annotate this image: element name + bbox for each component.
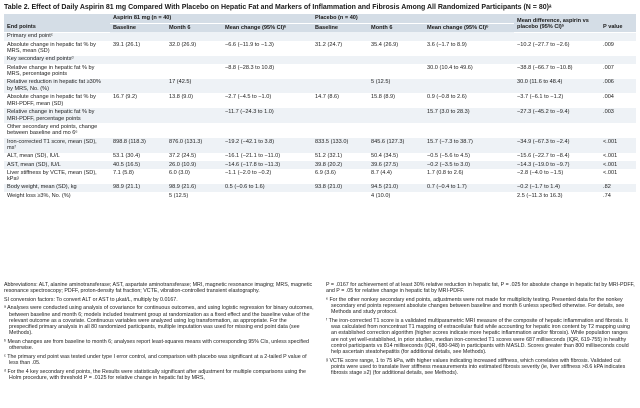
table-cell: 0.9 (−0.8 to 2.6) [427,94,467,101]
table-cell [222,192,312,200]
table-cell: 15.8 (8.9) [371,94,395,101]
table-cell [312,64,368,79]
table-cell: .003 [600,108,636,123]
table-cell [166,123,222,138]
table-cell [312,108,368,123]
table-cell: 0.5 (−0.6 to 1.6) [222,184,312,192]
table-cell: −1.1 (−2.0 to −0.2) [225,169,272,176]
header-placebo-baseline: Baseline [312,23,368,32]
table-cell [166,64,222,79]
table-cell: 39.1 (26.1) [113,41,141,48]
table-cell: 98.9 (21.6) [166,184,222,192]
table-cell: 16.7 (9.2) [113,94,137,101]
table-row [4,93,636,108]
table-cell [166,108,222,123]
table-cell: −16.1 (−21.1 to −11.0) [225,153,281,160]
footnote: ᶠ The iron-corrected T1 score is a validated multiparametric MRI measure of the composite of hepatic inflammation and fibrosis. It was calculated from noncontrast T1 mapping of extracellular fluid while accounting for hepatic iron content by T2 mapping using an established correction algorithm (higher scores indicate more hepatic inflammation and/or fibrosis). While population ranges are not yet well-established, in prior studies, median iron-corrected T1 scores were 687 milliseconds (IQR, 619-755) in healthy control participants vs 814 milliseconds (IQR, 680-948) in participants with MASLD. Scores greater than 800 milliseconds could help ascertain steatohepatitis (for additional details, see Methods). [326,317,630,356]
footnotes-right-column [326,282,636,379]
table-cell: −27.3 (−45.2 to −9.4) [514,108,600,123]
table-cell: −2.7 (−4.5 to −1.0) [225,94,272,101]
table-row [4,184,636,192]
table-row [4,32,636,41]
table-cell: 50.4 (34.5) [371,153,399,160]
table-cell: 6.0 (3.0) [169,169,190,176]
table-cell: 26.0 (10.9) [166,161,222,169]
table-cell: 40.5 (16.5) [110,161,166,169]
header-placebo-month6: Month 6 [368,23,424,32]
table-cell: 37.2 (24.5) [169,153,197,160]
header-endpoints: End points [4,14,110,32]
table-cell: .006 [600,79,636,94]
footnote: ᵈ For the 4 key secondary end points, the Results were statistically significant after adjustment for multiple comparisons using the Holm procedure, with threshold P = .0125 for relative change in hepatic fat by MRS, [4,368,307,381]
table-cell: 31.2 (24.7) [315,41,343,48]
table-cell [312,32,368,41]
header-aspirin-group: Aspirin 81 mg (n = 40) [110,14,312,23]
table-cell: −38.8 (−66.7 to −10.8) [517,64,573,71]
table-cell: 833.5 (133.0) [312,138,368,153]
footnote: SI conversion factors: To convert ALT or AST to μkat/L, multiply by 0.0167. [4,296,178,303]
table-cell: 845.6 (127.3) [368,138,424,153]
footnote: ᵉ For the other nonkey secondary end points, adjustments were not made for multiplicity testing. Presented data for the nonkey secondary end points represent absolute changes between baseline and month 6 unless specified otherwise. For details, see Methods and study protocol. [326,296,625,316]
table-cell [368,64,424,79]
row-label: Primary end pointᶜ [4,32,110,41]
table-row [4,108,636,123]
table-cell [424,79,514,94]
table-cell: 35.4 (26.9) [371,41,399,48]
table-cell [110,56,166,64]
header-placebo-mean-change: Mean change (95% CI)ᵇ [424,23,514,32]
table-cell: 13.8 (9.0) [169,94,193,101]
table-cell [312,56,368,64]
row-label: Relative change in hepatic fat % by MRS, percentage points [7,64,95,78]
row-label: Key secondary end pointsᵈ [4,56,110,64]
row-label: AST, mean (SD), IU/L [4,161,110,169]
table-cell: <.001 [603,169,618,176]
table-cell [514,123,600,138]
table-cell [222,79,312,94]
table-cell: 3.6 (−1.7 to 8.9) [427,41,467,48]
table-cell [600,32,636,41]
table-cell: 4 (10.0) [371,192,391,199]
table-cell: 51.2 (32.1) [315,153,343,160]
table-cell: 30.0 (11.6 to 48.4) [514,79,600,94]
table-cell [222,123,312,138]
table-cell: 39.6 (27.5) [368,161,424,169]
header-mean-difference: Mean difference, aspirin vs placebo (95% CI)ᵇ [514,14,600,32]
table-cell [600,123,636,138]
table-cell: −10.2 (−27.7 to −2.6) [517,41,570,48]
table-row [4,161,636,169]
table-row [4,79,636,94]
table-cell [368,32,424,41]
header-aspirin-month6: Month 6 [166,23,222,32]
table-cell [514,56,600,64]
table-cell [368,123,424,138]
table-cell: .004 [603,94,614,101]
footnotes-left-column [4,282,314,383]
table-cell: 17 (42.5) [166,79,222,94]
table-row [4,56,636,64]
table-row [4,169,636,184]
table-cell: −0.2 (−1.7 to 1.4) [514,184,600,192]
table-row [4,153,636,161]
table-cell: 32.0 (26.9) [169,41,197,48]
table-cell: −11.7 (−24.3 to 1.0) [222,108,312,123]
table-cell: <.001 [600,161,636,169]
header-aspirin-baseline: Baseline [110,23,166,32]
table-cell [312,192,368,200]
table-cell: 15.7 (−7.3 to 38.7) [424,138,514,153]
table-cell [424,192,514,200]
row-label: Relative change in hepatic fat % by MRI-PDFF, percentage points [4,108,110,123]
header-placebo-group: Placebo (n = 40) [312,14,514,23]
table-cell: 5 (12.5) [169,192,189,199]
table-cell: 898.8 (118.3) [110,138,166,153]
footnote: P = .0167 for achievement of at least 30% relative reduction in hepatic fat, P = .025 for absolute change in hepatic fat by MRI-PDFF, and P = .05 for relative change in hepatic fat by MRI-PDFF. [326,282,635,295]
table-cell: .009 [603,41,614,48]
footnote: ᶜ The primary end point was tested under type I error control, and comparison with placebo was significant at a 2-tailed P value of less than .05. [4,353,307,367]
table-cell: 39.8 (20.2) [312,161,368,169]
table-cell [110,79,166,94]
table-cell: .007 [603,64,614,71]
table-cell: .82 [600,184,636,192]
table-row [4,123,636,138]
table-cell: .74 [603,192,611,199]
table-row [4,138,636,153]
table-cell [312,123,368,138]
table-cell: 8.7 (4.4) [371,169,392,176]
table-cell: 6.9 (3.6) [315,169,336,176]
footnote: Abbreviations: ALT, alanine aminotransferase; AST, aspartate aminotransferase; MRI, magnetic resonance imaging; MRS, magnetic resonance spectroscopy; PDFF, proton-density fat fraction; VCTE, vibration-controlled transient elastography. [4,282,313,295]
table-body [4,32,636,200]
footnote: ᵍ VCTE score range, 1 to 75 kPa, with higher values indicating increased stiffness, which correlates with fibrosis. Validated cut points were used to translate liver stiffness measurements into estimated fibrosis severity (ie, liver stiffness >8.6 kPA indicates fibrosis stage ≥2) (for additional details, see Methods). [326,357,626,377]
table-cell: 93.8 (21.0) [312,184,368,192]
table-cell [110,64,166,79]
footnote: ᵃ Analyses were conducted using analysis of covariance for continuous outcomes, and using logistic regression for binary outcomes, between baseline and month 6; models included treatment group at randomization as a fixed effect and the baseline value of the relevant outcome as a covariate. Continuous variables were analyzed using log transformation, as appropriate. For the prespecified primary analysis in all 80 randomized participants, multiple imputation was used for missing end point data (see Methods). [4,305,314,337]
table-cell [166,56,222,64]
table-title: Table 2. Effect of Daily Aspirin 81 mg Compared With Placebo on Hepatic Fat and Markers of Inflammation and Fibrosis Among All Randomized Participants (N = 80)ᵃ [4,4,552,11]
table-cell [600,56,636,64]
table-cell: 98.9 (21.1) [110,184,166,192]
row-label: Absolute change in hepatic fat % by MRS, mean (SD) [7,41,96,55]
table-cell [312,79,368,94]
table-cell: 876.0 (131.3) [166,138,222,153]
row-label: Absolute change in hepatic fat % by MRI-PDFF, mean (SD) [7,94,96,107]
table-cell [110,108,166,123]
results-table [4,14,636,200]
table-cell: −14.3 (−19.0 to −9.7) [514,161,600,169]
row-label: Body weight, mean (SD), kg [4,184,110,192]
table-cell [110,192,166,200]
table-cell [166,32,222,41]
table-cell: −14.6 (−17.8 to −11.3) [222,161,312,169]
table-cell [222,56,312,64]
table-cell: 53.1 (30.4) [113,153,141,160]
table-cell: −2.8 (−4.0 to −1.5) [517,169,564,176]
row-label: Iron-corrected T1 score, mean (SD), msᶠ [4,138,110,153]
row-label: Relative reduction in hepatic fat ≥30% by MRS, No. (%) [4,79,110,94]
table-cell: −8.8 (−28.3 to 10.8) [225,64,275,71]
row-label: ALT, mean (SD), IU/L [7,153,60,160]
table-cell: 7.1 (5.8) [113,169,134,176]
table-cell [368,108,424,123]
header-aspirin-mean-change: Mean change (95% CI)ᵇ [222,23,312,32]
table-cell [110,32,166,41]
table-cell: 30.0 (10.4 to 49.6) [427,64,473,71]
table-cell: <.001 [603,153,618,160]
row-label: Liver stiffness by VCTE, mean (SD), kPaᵍ [7,169,97,183]
table-cell: −19.2 (−42.1 to 3.8) [222,138,312,153]
table-cell: 5 (12.5) [368,79,424,94]
footnote: ᵇ Mean changes are from baseline to month 6; analyses report least-squares means with corresponding 95% CIs, unless specified otherwise. [4,338,309,352]
table-cell: 1.7 (0.8 to 2.6) [427,169,464,176]
table-cell [424,123,514,138]
table-cell [424,56,514,64]
table-cell: 2.5 (−11.3 to 16.3) [517,192,563,199]
table-cell: −3.7 (−6.1 to −1.2) [517,94,564,101]
table-cell: 94.5 (21.0) [368,184,424,192]
table-row [4,64,636,79]
row-label: Other secondary end points, change between baseline and mo 6ᵉ [7,123,98,137]
table-cell [424,32,514,41]
table-cell: −34.9 (−67.3 to −2.4) [514,138,600,153]
table-cell: −6.6 (−11.9 to −1.3) [225,41,274,48]
table-row [4,192,636,200]
table-cell: 0.7 (−0.4 to 1.7) [424,184,514,192]
table-cell [110,123,166,138]
table-cell [514,32,600,41]
table-cell: −15.6 (−22.7 to −8.4) [517,153,570,160]
table-cell [222,32,312,41]
table-cell: −0.2 (−3.5 to 3.0) [424,161,514,169]
table-cell: −0.5 (−5.6 to 4.5) [427,153,470,160]
table-cell: 15.7 (3.0 to 28.3) [424,108,514,123]
table-cell: <.001 [600,138,636,153]
table-row [4,41,636,56]
table-cell [368,56,424,64]
table-cell: 14.7 (8.6) [315,94,339,101]
row-label: Weight loss ≥3%, No. (%) [7,192,71,199]
header-p-value: P value [600,14,636,32]
